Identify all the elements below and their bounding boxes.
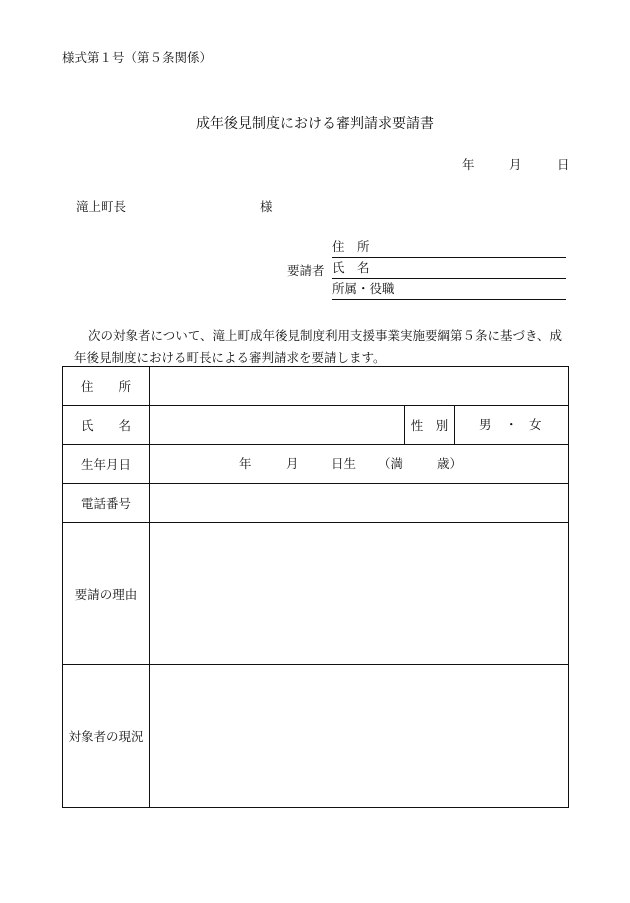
reason-label: 要請の理由 [74,586,138,602]
phone-label-cell [63,484,150,523]
birthdate-input-cell[interactable] [150,445,569,484]
request-paragraph: 次の対象者について、滝上町成年後見制度利用支援事業実施要綱第５条に基づき、成年後見制度における町長による審判請求を要請します。 [74,328,563,365]
requester-address-label: 住 所 [332,238,370,254]
address-input-cell[interactable] [150,367,569,406]
form-number: 様式第１号（第５条関係） [62,50,213,65]
status-label: 対象者の現況 [68,729,144,744]
birth-age-open: （満 [378,456,404,471]
status-label-cell [63,665,150,808]
document-title: 成年後見制度における審判請求要請書 [196,116,434,132]
address-label: 住 所 [80,379,131,394]
sex-label: 性 別 [410,418,449,433]
address-label-cell [63,367,150,406]
date-year-label: 年 [462,157,475,172]
reason-label-cell [63,523,150,665]
date-day-label: 日 [557,157,570,172]
birthdate-label: 生年月日 [80,457,131,472]
requester-position-label: 所属・役職 [332,280,395,296]
requester-name-label: 氏 名 [332,259,370,275]
status-input-cell[interactable] [150,665,569,808]
date-month-label: 月 [509,157,522,172]
birth-age-close: 歳） [437,456,463,471]
sex-choice-cell[interactable] [455,406,569,445]
reason-input-cell[interactable] [150,523,569,665]
requester-position-field[interactable] [332,279,566,300]
name-input-cell[interactable] [150,406,405,445]
requester-name-field[interactable] [332,258,566,279]
phone-label: 電話番号 [80,496,131,511]
birthdate-label-cell [63,445,150,484]
phone-input-cell[interactable] [150,484,569,523]
birth-day-label: 日生 [331,456,357,471]
addressee-honorific: 様 [260,199,273,214]
requester-label: 要請者 [287,263,325,278]
birth-year-label: 年 [239,456,252,471]
name-label-cell [63,406,150,445]
sex-female-option[interactable]: 女 [529,417,542,432]
requester-address-field[interactable] [332,237,566,258]
subject-info-table [62,366,569,808]
sex-label-cell [405,406,455,445]
sex-male-option[interactable]: 男 [479,417,492,432]
name-label: 氏 名 [80,418,131,433]
sex-separator: ・ [505,417,518,432]
birth-month-label: 月 [286,456,299,471]
addressee: 滝上町長 [76,199,127,214]
